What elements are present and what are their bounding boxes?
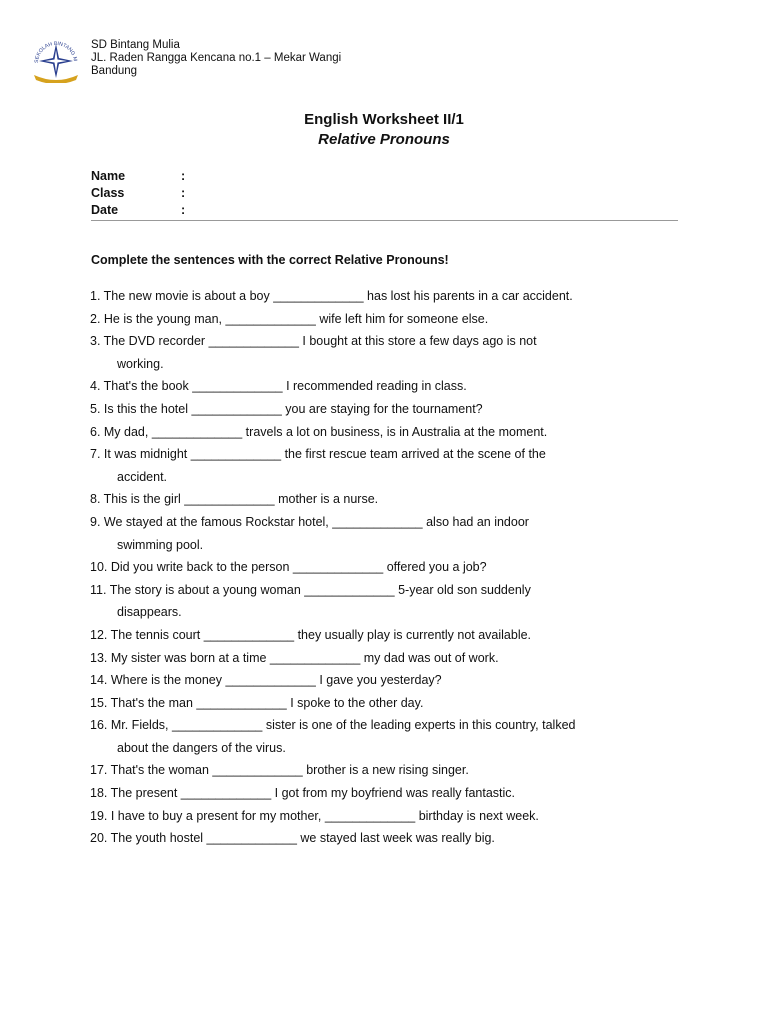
question-item xyxy=(90,782,690,805)
question-continuation: accident. xyxy=(117,469,168,484)
question-item xyxy=(90,398,690,421)
question-item xyxy=(90,692,690,715)
field-label: Class xyxy=(91,186,125,200)
question-text: 15. That's the man _____________ I spoke to the other day. xyxy=(90,695,424,710)
question-text: 11. The story is about a young woman _____________ 5-year old son suddenly xyxy=(90,582,531,597)
question-item xyxy=(90,827,690,850)
question-item xyxy=(90,805,690,828)
school-info xyxy=(91,35,341,78)
question-text: 16. Mr. Fields, _____________ sister is one of the leading experts in this country, talked xyxy=(90,718,576,733)
field-label: Name xyxy=(91,169,126,183)
school-address: JL. Raden Rangga Kencana no.1 – Mekar Wangi xyxy=(91,52,342,64)
question-item xyxy=(90,421,690,444)
field-colon: : xyxy=(181,203,186,217)
question-item xyxy=(90,330,690,375)
question-item xyxy=(90,511,690,556)
worksheet-title: English Worksheet II/1 xyxy=(304,111,464,128)
question-text: 13. My sister was born at a time _____________ my dad was out of work. xyxy=(90,650,499,665)
question-item xyxy=(90,488,690,511)
question-text: 12. The tennis court _____________ they usually play is currently not available. xyxy=(90,627,532,642)
question-text: 7. It was midnight _____________ the first rescue team arrived at the scene of the xyxy=(90,447,546,462)
field-colon: : xyxy=(181,169,186,183)
worksheet-subtitle: Relative Pronouns xyxy=(318,131,450,148)
question-continuation: swimming pool. xyxy=(117,537,204,552)
question-item xyxy=(90,375,690,398)
question-text: 1. The new movie is about a boy _____________ has lost his parents in a car accident. xyxy=(90,289,573,303)
question-text: 5. Is this the hotel _____________ you are staying for the tournament? xyxy=(90,401,483,416)
name-field xyxy=(91,168,185,185)
school-logo xyxy=(30,35,82,83)
question-text: 8. This is the girl _____________ mother is a nurse. xyxy=(90,492,379,507)
field-label: Date xyxy=(91,203,119,217)
question-item xyxy=(90,285,690,308)
question-continuation: about the dangers of the virus. xyxy=(117,740,286,755)
worksheet-titles xyxy=(0,110,768,150)
question-continuation: disappears. xyxy=(117,605,182,620)
question-text: 9. We stayed at the famous Rockstar hotel, _____________ also had an indoor xyxy=(90,514,529,529)
question-text: 18. The present _____________ I got from my boyfriend was really fantastic. xyxy=(90,786,516,801)
question-text: 4. That's the book _____________ I recommended reading in class. xyxy=(90,379,467,394)
question-item xyxy=(90,759,690,782)
logo-text: SEKOLAH BINTANG M xyxy=(33,40,78,64)
question-text: 2. He is the young man, _____________ wife left him for someone else. xyxy=(90,311,489,326)
question-text: 14. Where is the money _____________ I gave you yesterday? xyxy=(90,673,442,688)
school-header xyxy=(30,35,341,83)
student-fields xyxy=(91,168,185,219)
question-item xyxy=(90,443,690,488)
question-continuation: working. xyxy=(117,356,164,371)
question-text: 6. My dad, _____________ travels a lot on business, is in Australia at the moment. xyxy=(90,424,548,439)
class-field xyxy=(91,185,185,202)
question-item xyxy=(90,308,690,331)
school-name: SD Bintang Mulia xyxy=(91,39,180,51)
question-text: 17. That's the woman _____________ brother is a new rising singer. xyxy=(90,763,469,778)
question-item xyxy=(90,579,690,624)
question-item xyxy=(90,669,690,692)
question-text: 3. The DVD recorder _____________ I bought at this store a few days ago is not xyxy=(90,334,537,349)
school-city: Bandung xyxy=(91,65,138,77)
question-list xyxy=(90,285,690,850)
question-item xyxy=(90,624,690,647)
question-text: 19. I have to buy a present for my mother, _____________ birthday is next week. xyxy=(90,808,539,823)
instruction: Complete the sentences with the correct Relative Pronouns! xyxy=(91,253,449,267)
field-colon: : xyxy=(181,186,186,200)
divider xyxy=(91,220,678,221)
question-text: 10. Did you write back to the person _____________ offered you a job? xyxy=(90,560,487,575)
question-text: 20. The youth hostel _____________ we stayed last week was really big. xyxy=(90,831,495,846)
question-item xyxy=(90,714,690,759)
question-item xyxy=(90,556,690,579)
question-item xyxy=(90,647,690,670)
date-field xyxy=(91,202,185,219)
